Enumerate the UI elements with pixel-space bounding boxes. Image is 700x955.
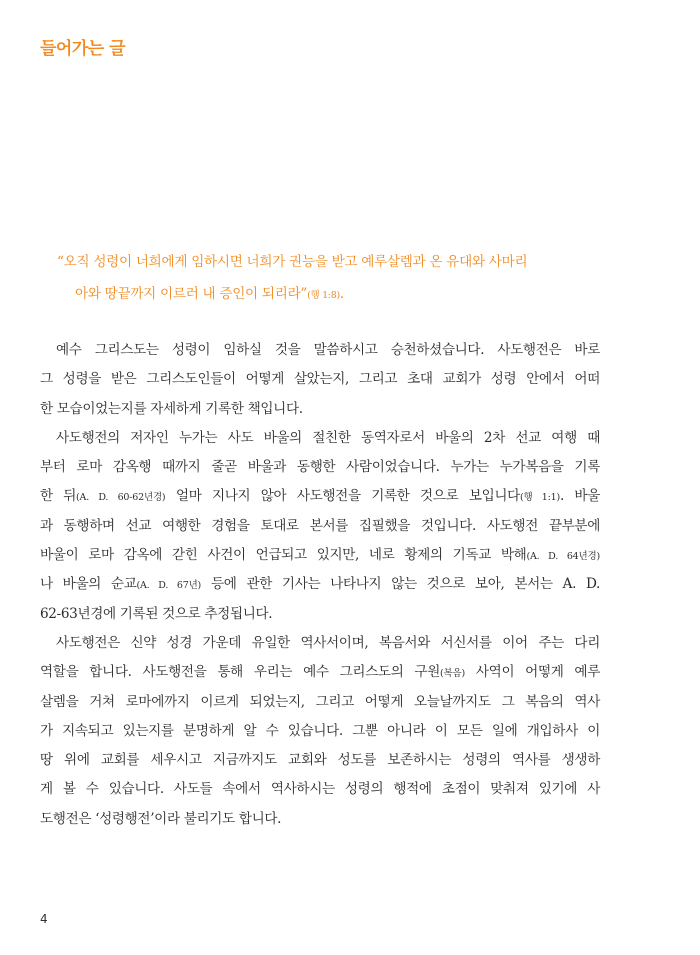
text-line [40,541,600,570]
text-segment: 땅 위에 교회를 세우시고 지금까지도 교회와 성도를 보존하시는 성령의 역사를 생생하 [40,752,600,769]
paragraph [40,336,600,424]
text-segment: 얼마 지나지 않아 사도행전을 기록한 것으로 보입니다 [165,488,520,505]
text-segment: 예수 그리스도는 성령이 임하실 것을 말씀하시고 승천하셨습니다. 사도행전은 바로 [56,342,600,358]
text-segment: 나 바울의 순교 [40,576,137,593]
text-line [40,629,600,658]
chapter-heading: 들어가는 글 [40,39,126,59]
text-segment: 한 모습이었는지를 자세하게 기록한 책입니다. [40,400,303,417]
text-segment: 사역이 어떻게 예루 [464,664,600,681]
text-line [40,424,600,453]
text-line [40,775,600,804]
text-line [40,512,600,541]
quote-reference: (행 1:8) [307,290,340,301]
text-segment: 게 볼 수 있습니다. 사도들 속에서 역사하시는 성령의 행적에 초점이 맞춰져 있기에 사 [40,781,600,798]
paragraph [40,424,600,629]
paragraph [40,629,600,834]
text-segment: 살렘을 거쳐 로마에까지 이르게 되었는지, 그리고 어떻게 오늘날까지도 그 복음의 역사 [40,693,600,710]
text-line [40,395,600,424]
text-segment: 그 성령을 받은 그리스도인들이 어떻게 살았는지, 그리고 초대 교회가 성령 안에서 어떠 [40,371,600,388]
text-segment: 등에 관한 기사는 나타나지 않는 것으로 보아, 본서는 A. D. [201,576,600,593]
text-segment: 바울이 로마 감옥에 갇힌 사건이 언급되고 있지만, 네로 황제의 기독교 박해 [40,547,527,564]
text-line [40,600,600,629]
text-segment: 사도행전의 저자인 누가는 사도 바울의 절친한 동역자로서 바울의 2차 선교 여행 때 [56,429,600,446]
inline-note: (복음) [440,668,465,680]
inline-note: (A. D. 64년경) [526,551,600,563]
quote-period: . [339,286,344,302]
inline-note: (A. D. 67년) [136,580,202,592]
text-segment: 사도행전은 신약 성경 가운데 유일한 역사서이며, 복음서와 서신서를 이어 주는 다리 [56,634,600,651]
text-line [40,482,600,511]
text-segment: 역할을 합니다. 사도행전을 통해 우리는 예수 그리스도의 구원 [40,664,440,681]
quote-text: 아와 땅끝까지 이르러 내 증인이 되리라” [75,286,308,302]
text-line [40,570,600,599]
text-line [40,365,600,394]
quote-line: “오직 성령이 너희에게 임하시면 너희가 권능을 받고 예루살렘과 온 유대와 사마리 [57,254,528,270]
text-line [40,688,600,717]
text-line [40,805,600,834]
text-segment: 62-63년경에 기록된 것으로 추정됩니다. [40,605,273,622]
body-text [40,336,600,834]
quote-line [57,278,597,312]
text-segment: 과 동행하며 선교 여행한 경험을 토대로 본서를 집필했을 것입니다. 사도행전 끝부분에 [40,517,600,534]
text-segment: 부터 로마 감옥행 때까지 줄곧 바울과 동행한 사람이었습니다. 누가는 누가복음을 기록 [40,459,600,476]
inline-note: (A. D. 60-62년경) [76,492,166,504]
page-number: 4 [40,912,48,926]
inline-note: (행 1:1) [519,492,560,504]
text-segment: . 바울 [559,488,600,505]
text-line [40,746,600,775]
text-line [40,336,600,365]
text-line [40,658,600,687]
text-segment: 한 뒤 [40,488,77,505]
text-segment: 가 지속되고 있는지를 분명하게 알 수 있습니다. 그뿐 아니라 이 모든 일에 개입하사 이 [40,722,600,739]
text-segment: 도행전은 ‘성령행전’이라 불리기도 합니다. [40,810,282,827]
text-line [40,453,600,482]
text-line [40,717,600,746]
epigraph-quote [57,246,597,312]
